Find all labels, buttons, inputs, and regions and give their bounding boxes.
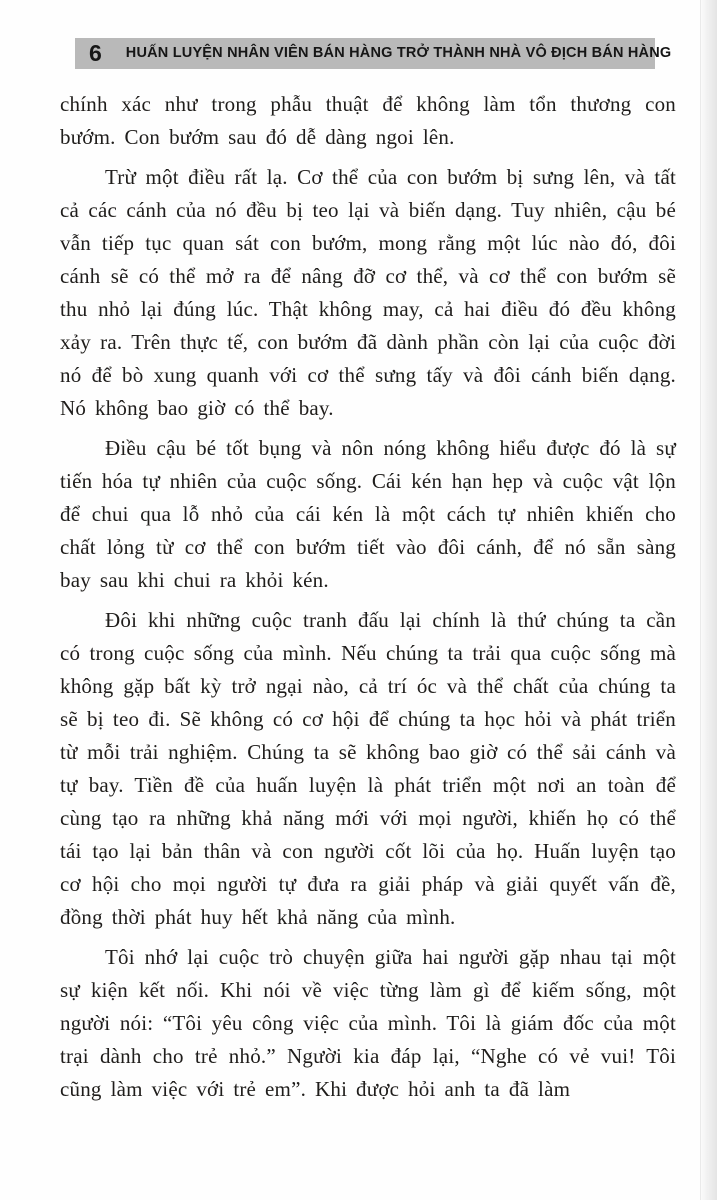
body-paragraph: Tôi nhớ lại cuộc trò chuyện giữa hai người gặp nhau tại một sự kiện kết nối. Khi nói về việc từng làm gì để kiếm sống, một người nói: “Tôi yêu công việc của mình. Tôi là giám đốc của một trại dành cho trẻ nhỏ.” Người kia đáp lại, “Nghe có vẻ vui! Tôi cũng làm việc với trẻ em”. Khi được hỏi anh ta đã làm <box>60 945 676 1101</box>
body-paragraph: Điều cậu bé tốt bụng và nôn nóng không hiểu được đó là sự tiến hóa tự nhiên của cuộc sống. Cái kén hạn hẹp và cuộc vật lộn để chui qua lỗ nhỏ của cái kén là một cách tự nhiên khiến cho chất lỏng từ cơ thể con bướm tiết vào đôi cánh, để nó sẵn sàng bay sau khi chui ra khỏi kén. <box>60 436 676 592</box>
running-header-title: HUẤN LUYỆN NHÂN VIÊN BÁN HÀNG TRỞ THÀNH NHÀ VÔ ĐỊCH BÁN HÀNG <box>125 45 672 62</box>
running-header <box>75 38 672 69</box>
body-paragraph: chính xác như trong phẫu thuật để không làm tổn thương con bướm. Con bướm sau đó dễ dàng ngoi lên. <box>60 92 676 149</box>
page-number: 6 <box>89 40 102 66</box>
page-body <box>60 88 676 1113</box>
body-paragraph: Trừ một điều rất lạ. Cơ thể của con bướm bị sưng lên, và tất cả các cánh của nó đều bị teo lại và biến dạng. Tuy nhiên, cậu bé vẫn tiếp tục quan sát con bướm, mong rằng một lúc nào đó, đôi cánh sẽ có thể mở ra để nâng đỡ cơ thể, và cơ thể con bướm sẽ thu nhỏ lại đúng lúc. Thật không may, cả hai điều đó đều không xảy ra. Trên thực tế, con bướm đã dành phần còn lại của cuộc đời nó để bò xung quanh với cơ thể sưng tấy và đôi cánh biến dạng. Nó không bao giờ có thể bay. <box>60 165 676 420</box>
body-paragraph: Đôi khi những cuộc tranh đấu lại chính là thứ chúng ta cần có trong cuộc sống của mình. Nếu chúng ta trải qua cuộc sống mà không gặp bất kỳ trở ngại nào, cả trí óc và thể chất của chúng ta sẽ bị teo đi. Sẽ không có cơ hội để chúng ta học hỏi và phát triển từ mỗi trải nghiệm. Chúng ta sẽ không bao giờ có thể sải cánh và tự bay. Tiền đề của huấn luyện là phát triển một nơi an toàn để cùng tạo ra những khả năng mới với mọi người, khiến họ có thể tái tạo lại bản thân và con người cốt lõi của họ. Huấn luyện tạo cơ hội cho mọi người tự đưa ra giải pháp và giải quyết vấn đề, đồng thời phát huy hết khả năng của mình. <box>60 608 676 929</box>
scan-edge-shadow <box>699 0 717 1200</box>
scan-page-curve-line <box>700 0 701 1200</box>
